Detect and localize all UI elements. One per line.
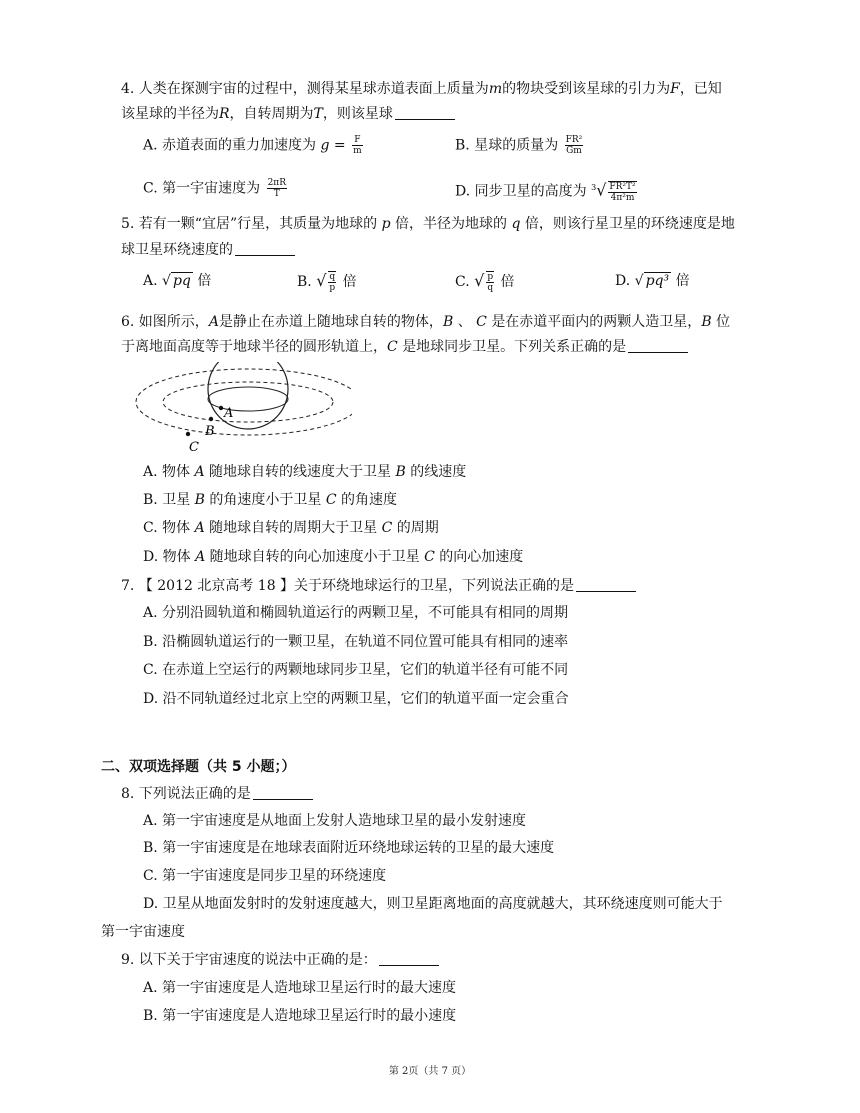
q5-option-c: C. √ $\frac{p}{q}$ 倍 <box>455 271 515 293</box>
fraction: $\frac{\text{FR²}}{Gm}$ <box>565 135 583 156</box>
fraction: $\frac{p}{q}$ <box>487 272 494 293</box>
q5-option-a: A. √ pq 倍 <box>143 273 212 289</box>
q4-option-a: A. 赤道表面的重力加速度为 g = $\frac{F}{m}$ <box>143 135 362 156</box>
page-footer: 第 2页（共 7 页） <box>388 1066 472 1077</box>
q6-stem-line2: 于离地面高度等于地球半径的圆形轨道上，C 是地球同步卫星。下列关系正确的是 <box>121 337 688 357</box>
q7-option-a: A. 分别沿圆轨道和椭圆轨道运行的两颗卫星，不可能具有相同的周期 <box>143 605 569 621</box>
answer-blank <box>379 951 439 966</box>
q4-option-c: C. 第一宇宙速度为 $\frac{2\pi R}{T}$ <box>143 178 286 199</box>
orbit-diagram <box>132 362 352 452</box>
q7-option-d: D. 沿不同轨道经过北京上空的两颗卫星，它们的轨道平面一定会重合 <box>143 691 569 707</box>
q4-stem-line2: 该星球的半径为R，自转周期为T，则该星球 <box>121 104 455 124</box>
answer-blank <box>576 577 636 592</box>
fraction: $\frac{q}{p}$ <box>329 272 336 293</box>
q4-option-d: D. 同步卫星的高度为 $^3$√ $\frac{\text{FR²T²}}{\text{4π²m}}$ <box>455 180 636 203</box>
q5-stem-line1: 5. 若有一颗“宜居”行星，其质量为地球的 p 倍，半径为地球的 q 倍，则该行星卫星的环绕速度是地 <box>121 216 735 232</box>
q9-option-b: B. 第一宇宙速度是人造地球卫星运行时的最小速度 <box>143 1008 457 1024</box>
object-a-dot <box>219 406 223 410</box>
answer-blank <box>628 338 688 353</box>
q4-stem-line1: 4. 人类在探测宇宙的过程中，测得某星球赤道表面上质量为m的物块受到该星球的引力为F，已知 <box>121 81 722 97</box>
q8-option-c: C. 第一宇宙速度是同步卫星的环绕速度 <box>143 868 387 884</box>
label-a: A <box>224 406 234 421</box>
q5-option-d: D. √ pq³ 倍 <box>615 273 690 289</box>
answer-blank <box>235 241 295 256</box>
label-b: B <box>205 424 215 439</box>
satellite-b-dot <box>209 417 213 421</box>
section-heading: 二、双项选择题（共 5 小题；） <box>101 759 296 775</box>
label-c: C <box>189 440 199 452</box>
answer-blank <box>253 785 313 800</box>
q7-option-b: B. 沿椭圆轨道运行的一颗卫星，在轨道不同位置可能具有相同的速率 <box>143 634 569 650</box>
q6-option-d: D. 物体 A 随地球自转的向心加速度小于卫星 C 的向心加速度 <box>143 549 524 565</box>
q7-stem: 7. 【 2012 北京高考 18 】关于环绕地球运行的卫星，下列说法正确的是 <box>121 576 636 596</box>
fraction: $\frac{2\pi R}{T}$ <box>267 178 286 199</box>
q6-option-b: B. 卫星 B 的角速度小于卫星 C 的角速度 <box>143 492 398 508</box>
geostationary-orbit <box>136 369 352 435</box>
satellite-b-orbit <box>163 382 333 422</box>
q8-stem: 8. 下列说法正确的是 <box>121 784 313 804</box>
q9-stem: 9. 以下关于宇宙速度的说法中正确的是： <box>121 950 439 970</box>
q9-option-a: A. 第一宇宙速度是人造地球卫星运行时的最大速度 <box>143 980 457 996</box>
q8-option-b: B. 第一宇宙速度是在地球表面附近环绕地球运转的卫星的最大速度 <box>143 840 555 856</box>
answer-blank <box>395 105 455 120</box>
fraction: $\frac{F}{m}$ <box>353 135 362 156</box>
fraction: $\frac{\text{FR²T²}}{\text{4π²m}}$ <box>609 181 636 203</box>
satellite-c-dot <box>186 432 190 436</box>
q8-option-d: D. 卫星从地面发射时的发射速度越大，则卫星距离地面的高度就越大，其环绕速度则可能大于 <box>143 896 723 912</box>
earth-circle <box>208 362 288 429</box>
q7-option-c: C. 在赤道上空运行的两颗地球同步卫星，它们的轨道半径有可能不同 <box>143 662 569 678</box>
q6-stem-line1: 6. 如图所示，A是静止在赤道上随地球自转的物体，B 、 C 是在赤道平面内的两颗人造卫星，B 位 <box>121 314 731 330</box>
q8-option-a: A. 第一宇宙速度是从地面上发射人造地球卫星的最小发射速度 <box>143 813 527 829</box>
q4-option-b: B. 星球的质量为 $\frac{\text{FR²}}{Gm}$ <box>455 135 583 156</box>
q5-option-b: B. √ $\frac{q}{p}$ 倍 <box>297 271 357 293</box>
q5-stem-line2: 球卫星环绕速度的 <box>121 240 295 260</box>
q6-option-c: C. 物体 A 随地球自转的周期大于卫星 C 的周期 <box>143 520 439 536</box>
q8-option-d-continued: 第一宇宙速度 <box>101 924 185 940</box>
q6-option-a: A. 物体 A 随地球自转的线速度大于卫星 B 的线速度 <box>143 464 467 480</box>
